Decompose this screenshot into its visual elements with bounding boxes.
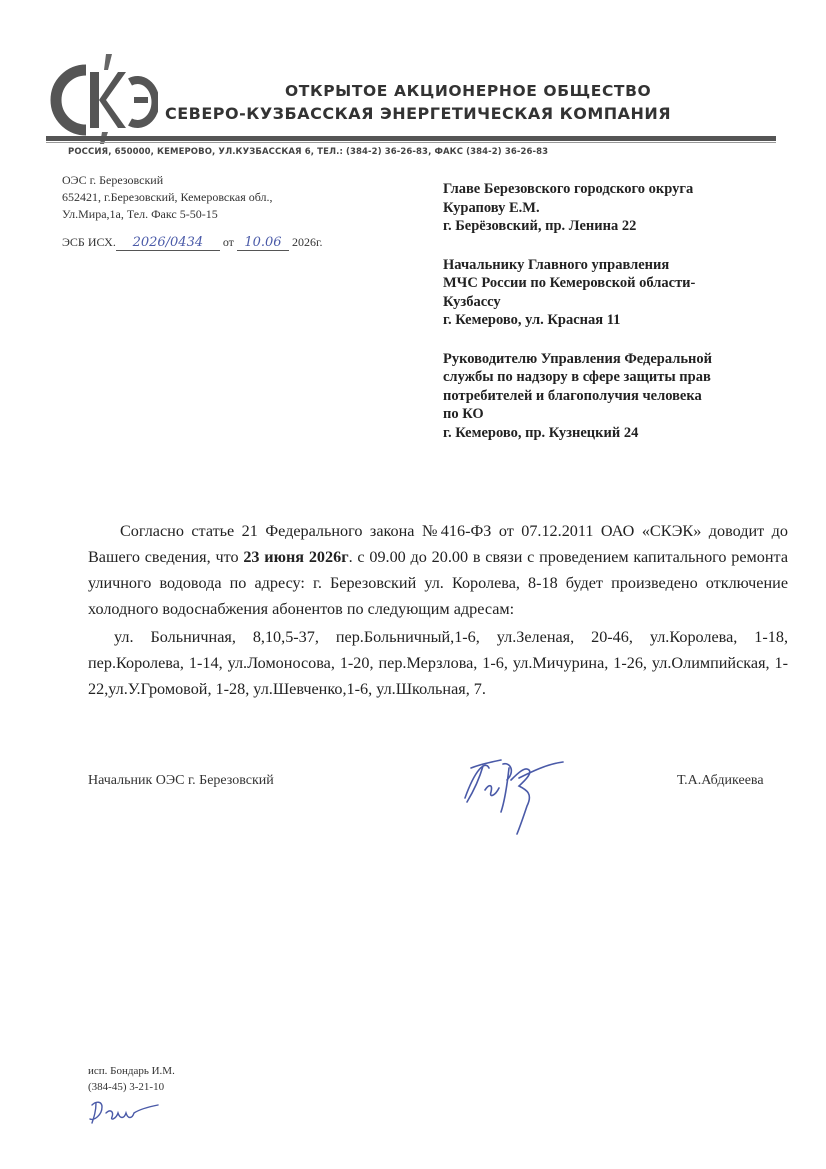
recipient-line: г. Берёзовский, пр. Ленина 22: [443, 218, 637, 234]
reference-prefix: ЭСБ ИСХ.: [62, 235, 116, 249]
company-name-line1: ОТКРЫТОЕ АКЦИОНЕРНОЕ ОБЩЕСТВО: [285, 82, 652, 100]
recipient-line: г. Кемерово, пр. Кузнецкий 24: [443, 424, 639, 441]
outage-date: 23 июня 2026г: [243, 548, 349, 566]
recipient-line: Кузбассу: [443, 293, 501, 310]
outgoing-reference: [62, 235, 323, 251]
company-address: РОССИЯ, 650000, КЕМЕРОВО, УЛ.КУЗБАССКАЯ 6, ТЕЛ.: (384-2) 36-26-83, ФАКС (384-2) 36-26-83: [68, 147, 549, 157]
reference-number: 2026/0434: [116, 235, 220, 251]
body-paragraph: [88, 518, 788, 622]
recipients-block: [443, 180, 783, 462]
recipient: [443, 256, 783, 330]
signatory-title: Начальник ОЭС г. Березовский: [88, 773, 274, 788]
header-divider: [46, 136, 776, 141]
company-logo: [46, 52, 158, 144]
recipient-line: Руководителю Управления Федеральной: [443, 350, 712, 367]
sender-line: ОЭС г. Березовский: [62, 173, 164, 187]
recipient-line: по КО: [443, 406, 484, 422]
handwritten-initials: [86, 1095, 162, 1127]
reference-from-label: от: [222, 235, 234, 249]
recipient: [443, 350, 783, 443]
recipient: [443, 180, 783, 236]
company-name: [165, 82, 671, 123]
company-name-line2: СЕВЕРО-КУЗБАССКАЯ ЭНЕРГЕТИЧЕСКАЯ КОМПАНИЯ: [165, 104, 672, 123]
recipient-line: Главе Березовского городского округа: [443, 181, 694, 197]
recipient-line: Начальнику Главного управления: [443, 256, 670, 273]
signatory-name: Т.А.Абдикеева: [677, 773, 764, 788]
executor-block: [88, 1063, 175, 1095]
recipient-line: Курапову Е.М.: [443, 199, 540, 216]
recipient-line: МЧС России по Кемеровской области-: [443, 275, 696, 291]
address-list: ул. Больничная, 8,10,5-37, пер.Больничный,1-6, ул.Зеленая, 20-46, ул.Королева, 1-18, пер.Королева, 1-14, ул.Ломоносова, 1-20, пер.Мерзлова, 1-6, ул.Мичурина, 1-26, ул.Олимпийская, 1-22,ул.У.Громовой, 1-28, ул.Шевченко,1-6, ул.Школьная, 7.: [88, 628, 788, 698]
body-text-segment: . с 09.00 до 20.00 в связи с проведением капитального ремонта уличного водовода по адресу: г. Березовский ул. Королева, 8-18 будет произведено отключение холодного водоснабжения абонентов по следующим адресам:: [88, 548, 788, 618]
sender-line: Ул.Мира,1а, Тел. Факс 5-50-15: [62, 207, 218, 221]
sender-line: 652421, г.Березовский, Кемеровская обл.,: [62, 190, 273, 204]
recipient-line: потребителей и благополучия человека: [443, 387, 702, 404]
executor-name: исп. Бондарь И.М.: [88, 1065, 175, 1077]
sender-block: [62, 172, 273, 223]
recipient-line: г. Кемерово, ул. Красная 11: [443, 312, 621, 328]
letter-body: [88, 518, 788, 702]
executor-phone: (384-45) 3-21-10: [88, 1081, 165, 1093]
body-text-segment: Согласно статье 21 Федерального закона №416-ФЗ от 07.12.2011 ОАО «СКЭК» доводит до Вашего сведения, что: [88, 522, 788, 566]
handwritten-signature: [455, 750, 575, 836]
reference-date: 10.06: [237, 235, 289, 251]
reference-year: 2026г.: [291, 235, 323, 249]
header-divider-thin: [46, 142, 776, 143]
recipient-line: службы по надзору в сфере защиты прав: [443, 369, 711, 385]
